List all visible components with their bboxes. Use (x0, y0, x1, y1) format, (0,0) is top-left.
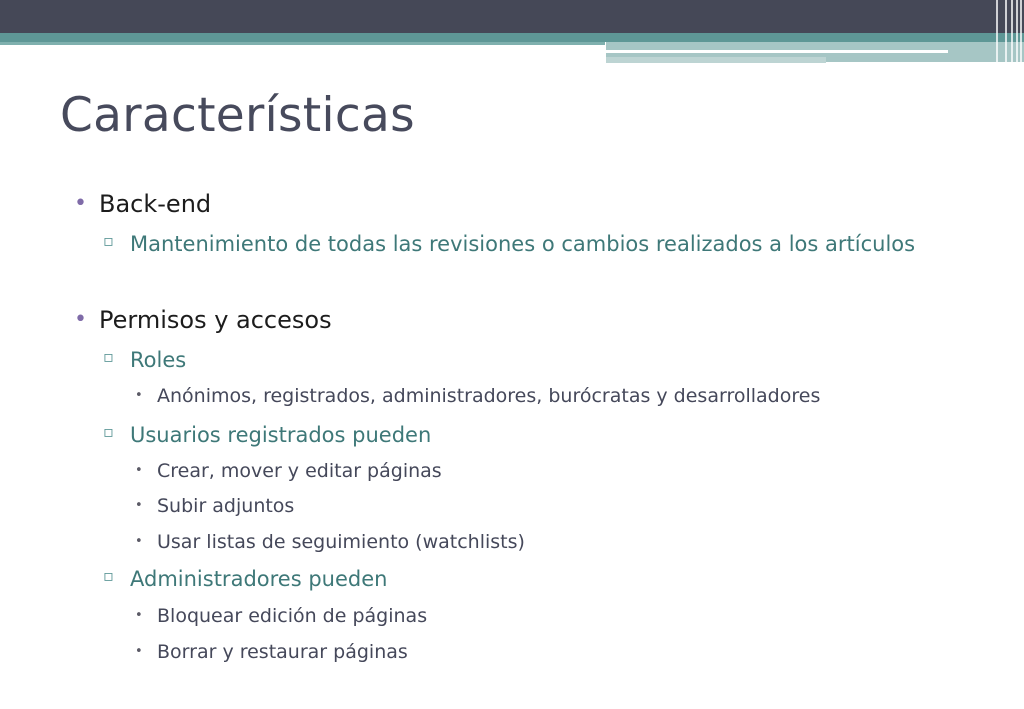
header-band-teal (0, 33, 1024, 42)
header-band-teal-thin (0, 42, 605, 45)
bullet-text: Anónimos, registrados, administradores, burócratas y desarrolladores (157, 385, 821, 407)
bullet-marker: ▫ (103, 347, 114, 366)
bullet-marker: ▫ (103, 231, 114, 250)
slide-title: Características (60, 88, 415, 143)
bullet-marker: • (135, 644, 143, 659)
header-band-right-white-line (606, 50, 948, 53)
bullet-marker: • (135, 498, 143, 513)
bullet-marker: • (74, 191, 87, 216)
bullet-text: Usar listas de seguimiento (watchlists) (157, 531, 525, 553)
bullet-text: Usuarios registrados pueden (130, 423, 432, 447)
bullet-text: Mantenimiento de todas las revisiones o cambios realizados a los artículos (130, 232, 916, 256)
bullet-text: Bloquear edición de páginas (157, 605, 428, 627)
bullet-text: Administradores pueden (130, 567, 388, 591)
bullet-marker: • (135, 463, 143, 478)
bullet-marker: • (135, 388, 143, 403)
header-band-right-lower (606, 57, 826, 63)
bullet-marker: • (135, 608, 143, 623)
bullet-text: Subir adjuntos (157, 495, 295, 517)
bullet-text: Permisos y accesos (99, 306, 332, 334)
bullet-marker: ▫ (103, 566, 114, 585)
bullet-text: Back-end (99, 190, 212, 218)
bullet-text: Roles (130, 348, 187, 372)
header-vertical-stripes (990, 0, 1024, 63)
bullet-marker: ▫ (103, 422, 114, 441)
bullet-marker: • (135, 534, 143, 549)
bullet-text: Crear, mover y editar páginas (157, 460, 442, 482)
header-band-dark (0, 0, 1024, 33)
bullet-text: Borrar y restaurar páginas (157, 641, 408, 663)
bullet-marker: • (74, 307, 87, 332)
